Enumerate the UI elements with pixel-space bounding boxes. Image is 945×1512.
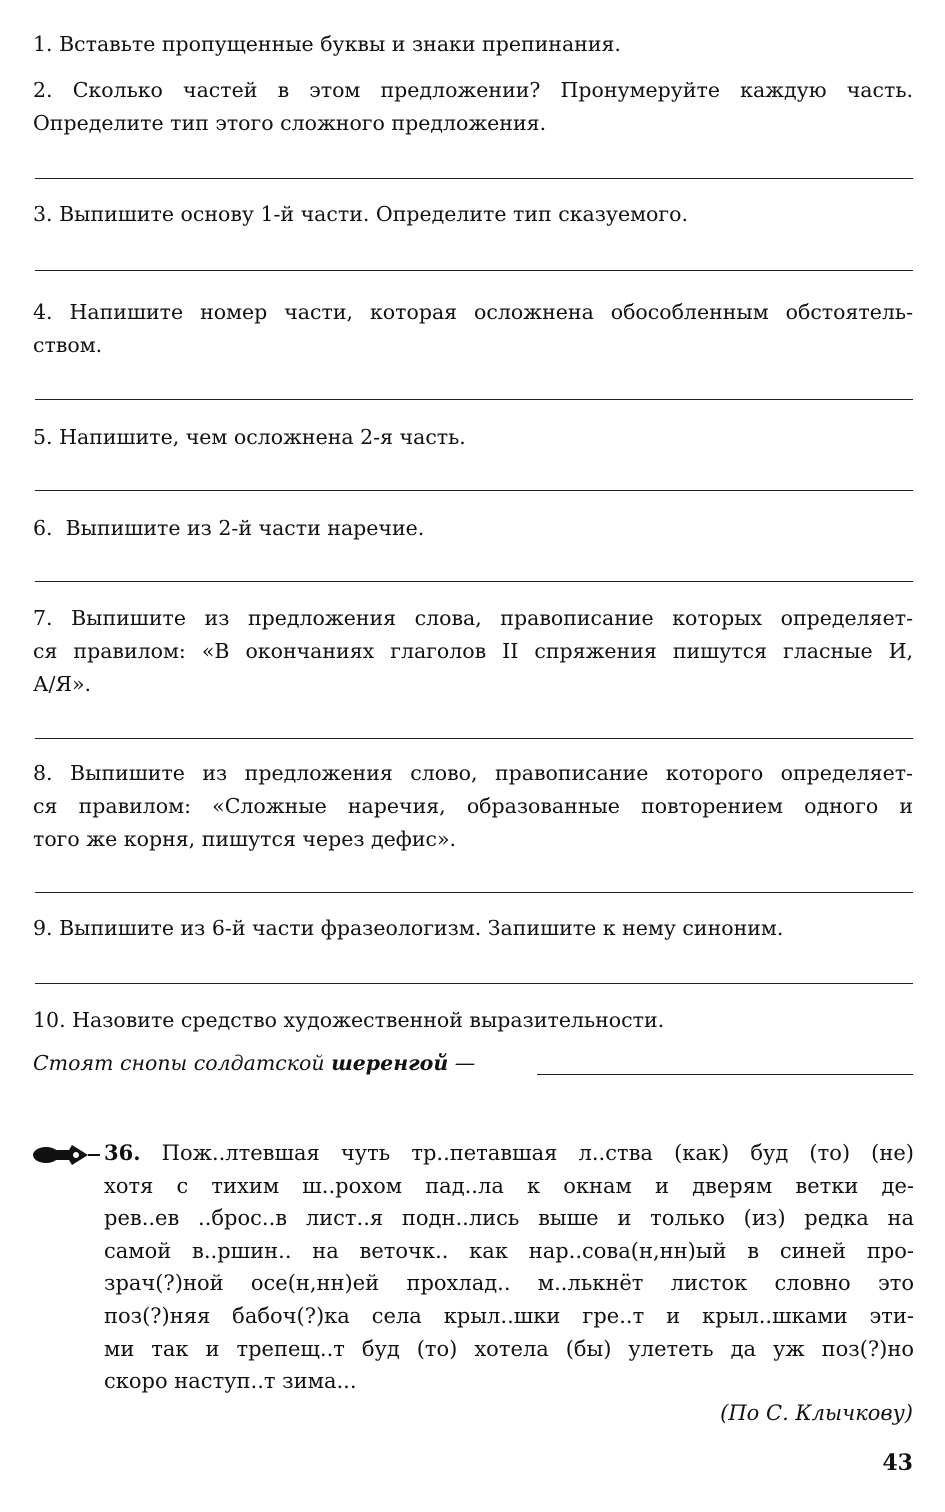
answer-line-3[interactable] [35,270,913,271]
task-1: 1. Вставьте пропущенные буквы и знаки препинания. [33,32,621,56]
task-7: 7. Выпишите из предложения слова, правописание которых определяет- ся правилом: «В окончаниях глаголов II спряжения пишутся гласные И, А/Я». [33,606,913,696]
answer-line-5[interactable] [35,490,913,491]
task-10-example: Стоят снопы солдатской шеренгой — [33,1051,476,1075]
source-attribution: (По С. Клычкову) [720,1401,913,1425]
answer-line-6[interactable] [35,581,913,582]
answer-line-4[interactable] [35,399,913,400]
task-5: 5. Напишите, чем осложнена 2-я часть. [33,425,466,449]
answer-line-7[interactable] [35,738,913,739]
answer-line-9[interactable] [35,983,913,984]
exercise-number: 36. [104,1140,141,1165]
answer-line-2[interactable] [35,178,913,179]
task-3: 3. Выпишите основу 1-й части. Определите тип сказуемого. [33,202,688,226]
task-10: 10. Назовите средство художественной выразительности. [33,1008,665,1032]
task-8: 8. Выпишите из предложения слово, правописание которого определяет- ся правилом: «Сложные наречия, образованные повторением одного и того же корня, пишутся через дефис». [33,761,913,851]
answer-line-10[interactable] [537,1074,913,1075]
example-bold-word: шеренгой [331,1051,449,1075]
task-6: 6. Выпишите из 2-й части наречие. [33,516,425,540]
answer-line-8[interactable] [35,892,913,893]
task-2: 2. Сколько частей в этом предложении? Пронумеруйте каждую часть. Определите тип этого сложного предложения. [33,78,913,135]
exercise-36-text: 36. Пож..лтевшая чуть тр..петавшая л..ства (как) буд (то) (не) хотя с тихим ш..рохом пад..ла к окнам и дверям ветки де- рев..ев ..брос..в лист..я подн..лись выше и только (из) редка на самой в..ршин.. на веточк.. как нар..сова(н,нн)ый в синей про- зрач(?)ной осе(н,нн)ей прохлад.. м..лькнёт листок словно это поз(?)няя бабоч(?)ка села крыл..шки гре..т и крыл..шками эти- ми так и трепещ..т буд (то) хотела (бы) улететь да уж поз(?)но скоро наступ..т зима... [104,1140,914,1394]
page-number: 43 [882,1450,913,1476]
task-4: 4. Напишите номер части, которая осложнена обособленным обстоятель- ством. [33,300,913,357]
pen-nib-icon [32,1141,102,1173]
task-9: 9. Выпишите из 6-й части фразеологизм. Запишите к нему синоним. [33,916,784,940]
